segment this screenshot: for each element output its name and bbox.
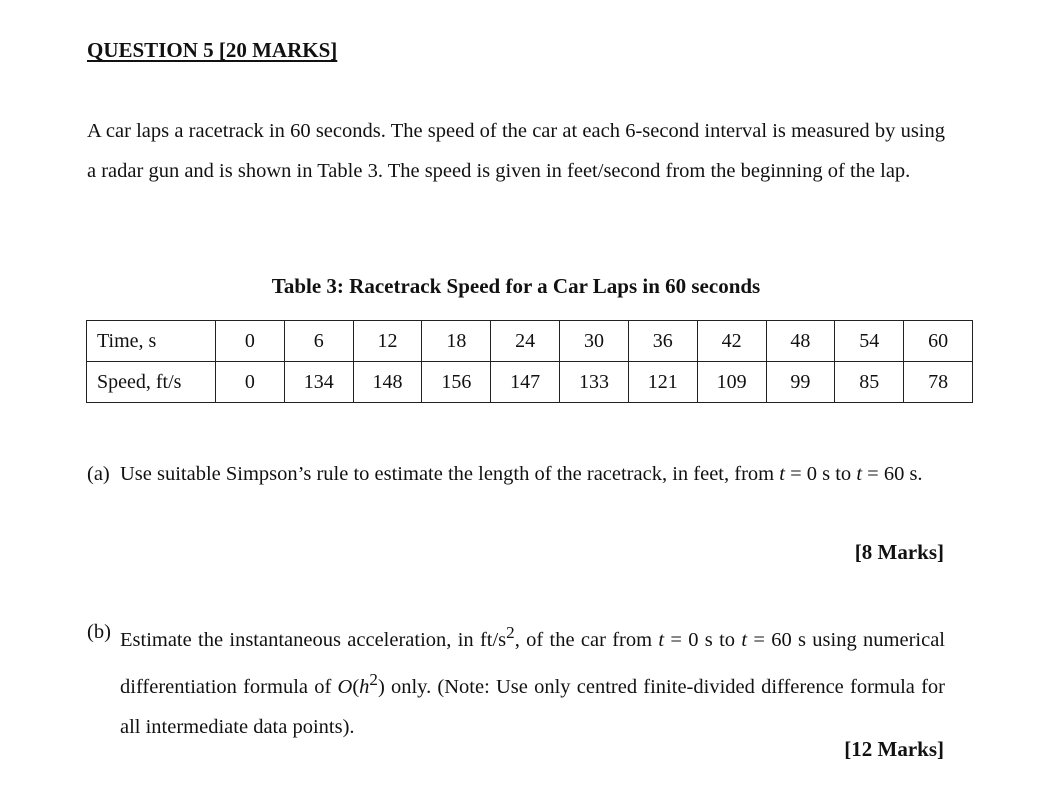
speed-cell: 134 — [284, 362, 353, 403]
speed-cell: 99 — [766, 362, 835, 403]
speed-cell: 0 — [216, 362, 285, 403]
part-b-label: (b) — [87, 621, 111, 643]
speed-cell: 85 — [835, 362, 904, 403]
table-caption: Table 3: Racetrack Speed for a Car Laps in 60 seconds — [271, 274, 761, 298]
part-b-text: Estimate the instantaneous acceleration, in $ft/s^2$, of the car from t = 0 s to t = 60 s using numerical differentiation formula of $O(h^2)$ only. (Note: Use only centred finite-divided difference formula for all intermediate data points). — [120, 623, 945, 738]
time-cell: 36 — [628, 321, 697, 362]
time-cell: 54 — [835, 321, 904, 362]
part-a-text: Use suitable Simpson’s rule to estimate the length of the racetrack, in feet, from t = 0 s to t = 60 s. — [120, 463, 923, 485]
time-cell: 30 — [560, 321, 629, 362]
speed-row — [87, 362, 973, 403]
speed-row-header: Speed, ft/s — [87, 362, 216, 403]
speed-cell: 133 — [560, 362, 629, 403]
part-b-marks: [12 Marks] — [844, 737, 944, 761]
question-intro: A car laps a racetrack in 60 seconds. The speed of the car at each 6-second interval is measured by using a radar gun and is shown in Table 3. The speed is given in feet/second from the beginning of the lap. — [87, 120, 945, 182]
time-cell: 18 — [422, 321, 491, 362]
time-row-header: Time, s — [87, 321, 216, 362]
part-a — [87, 455, 945, 495]
speed-table — [86, 320, 973, 403]
time-cell: 12 — [353, 321, 422, 362]
speed-cell: 121 — [628, 362, 697, 403]
question-heading: QUESTION 5 [20 MARKS] — [87, 38, 338, 62]
part-a-marks: [8 Marks] — [854, 540, 944, 564]
time-cell: 6 — [284, 321, 353, 362]
part-a-label: (a) — [87, 463, 110, 485]
speed-cell: 147 — [491, 362, 560, 403]
time-cell: 48 — [766, 321, 835, 362]
time-cell: 42 — [697, 321, 766, 362]
part-b — [87, 613, 945, 747]
time-cell: 24 — [491, 321, 560, 362]
time-row — [87, 321, 973, 362]
speed-cell: 109 — [697, 362, 766, 403]
time-cell: 0 — [216, 321, 285, 362]
speed-cell: 78 — [904, 362, 973, 403]
speed-cell: 156 — [422, 362, 491, 403]
time-cell: 60 — [904, 321, 973, 362]
speed-cell: 148 — [353, 362, 422, 403]
